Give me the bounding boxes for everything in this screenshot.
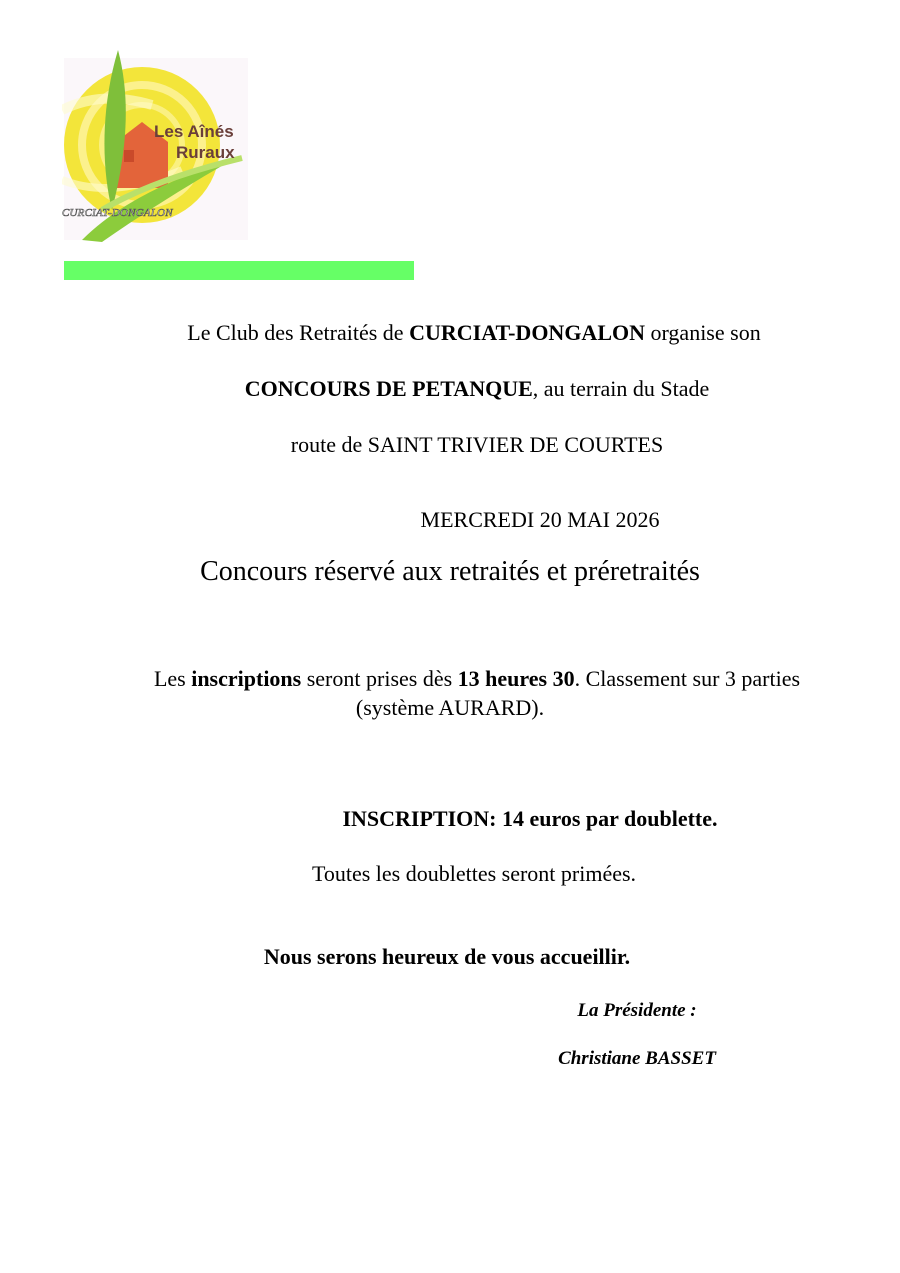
club-name: CURCIAT-DONGALON xyxy=(409,320,645,345)
reg-text-2: seront prises dès xyxy=(301,666,458,691)
reg-text-3: . Classement sur 3 parties xyxy=(574,666,801,691)
logo-title-line1: Les Aînés xyxy=(154,122,234,141)
event-location: , au terrain du Stade xyxy=(532,376,710,401)
reg-bold-inscriptions: inscriptions xyxy=(191,666,302,691)
registration-line xyxy=(154,666,800,692)
event-line xyxy=(245,376,710,402)
event-date: MERCREDI 20 MAI 2026 xyxy=(420,507,660,532)
prizes-line: Toutes les doublettes seront primées. xyxy=(311,861,637,886)
fee-line: INSCRIPTION: 14 euros par doublette. xyxy=(342,806,718,831)
signature-name: Christiane BASSET xyxy=(558,1048,716,1069)
intro-suffix: organise son xyxy=(645,320,761,345)
logo-title-line2: Ruraux xyxy=(176,143,235,162)
road-line: route de SAINT TRIVIER DE COURTES xyxy=(290,432,664,457)
signature-role: La Présidente : xyxy=(577,1000,697,1021)
intro-line xyxy=(187,320,760,346)
event-name: CONCOURS DE PETANQUE xyxy=(244,376,533,401)
registration-system: (système AURARD). xyxy=(355,695,545,720)
intro-prefix: Le Club des Retraités de xyxy=(187,320,410,345)
logo-location: CURCIAT-DONGALON xyxy=(62,207,173,219)
club-logo xyxy=(62,50,250,242)
reg-bold-time: 13 heures 30 xyxy=(457,666,575,691)
reg-text-1: Les xyxy=(153,666,192,691)
welcome-line: Nous serons heureux de vous accueillir. xyxy=(263,944,631,969)
reserved-notice: Concours réservé aux retraités et préretraités xyxy=(200,556,700,587)
accent-bar xyxy=(64,261,414,280)
